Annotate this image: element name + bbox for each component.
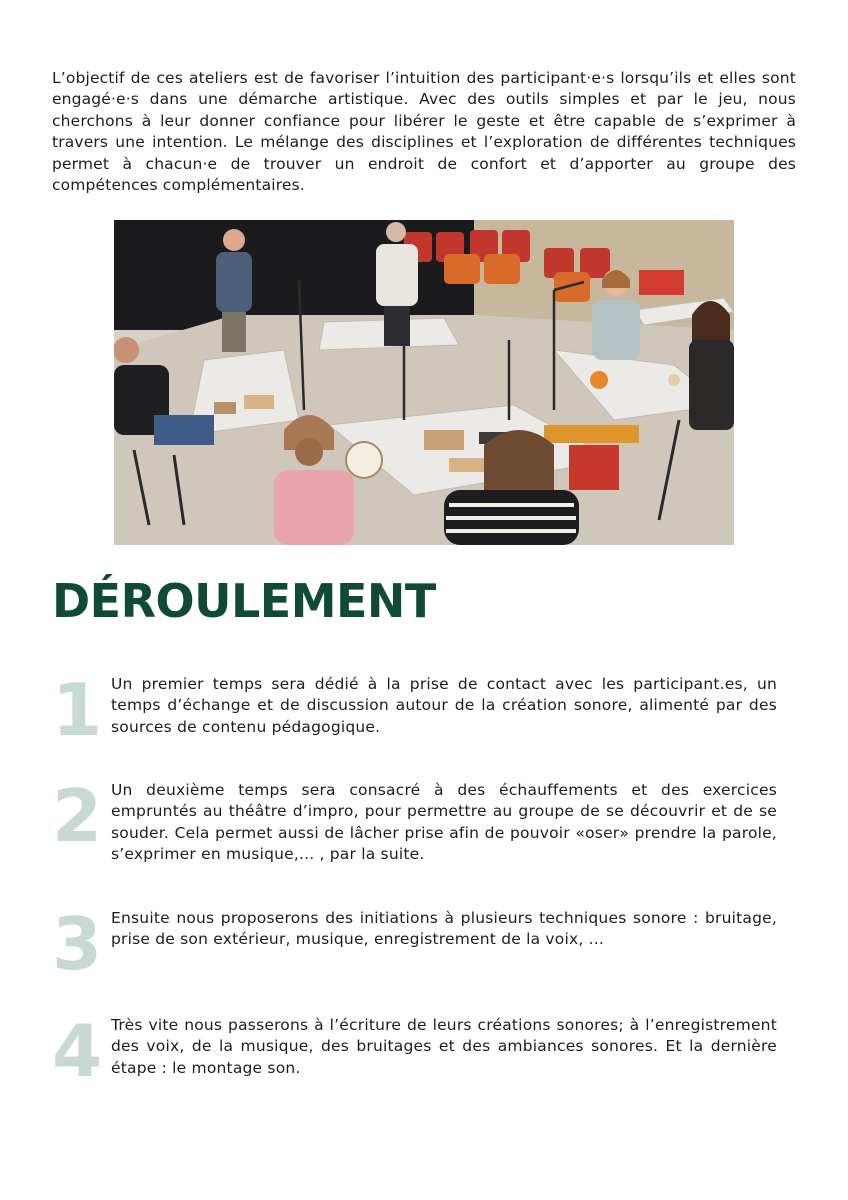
step-text: Un deuxième temps sera consacré à des échauffements et des exercices empruntés au théâtre d’impro, pour permettre au groupe de se découvrir et de se souder. Cela permet aussi de lâcher prise afin de pouvoir «oser» prendre la parole, s’exprimer en musique,... , par la suite.: [111, 781, 777, 864]
step-number: 2: [52, 774, 103, 858]
intro-paragraph: L’objectif de ces ateliers est de favoriser l’intuition des participant·e·s lorsqu’ils et elles sont engagé·e·s dans une démarche artistique. Avec des outils simples et par le jeu, nous cherchons à leur donner confiance pour libérer le geste et être capable de s’exprimer à travers une intention. Le mélange des disciplines et l’exploration de différentes techniques permet à chacun·e de trouver un endroit de confort et d’apporter au groupe des compétences complémentaires.: [52, 69, 796, 195]
workshop-photo: [114, 220, 734, 545]
step-number: 1: [52, 668, 103, 752]
step-text: Très vite nous passerons à l’écriture de leurs créations sonores; à l’enregistrement des voix, de la musique, des bruitages et des ambiances sonores. Et la dernière étape : le montage son.: [111, 1016, 777, 1077]
step-number: 3: [52, 902, 103, 986]
section-title: DÉROULEMENT: [52, 574, 436, 628]
step-number: 4: [52, 1009, 103, 1093]
step-text: Un premier temps sera dédié à la prise de contact avec les participant.es, un temps d’échange et de discussion autour de la création sonore, alimenté par des sources de contenu pédagogique.: [111, 675, 777, 736]
step-text: Ensuite nous proposerons des initiations à plusieurs techniques sonore : bruitage, prise de son extérieur, musique, enregistrement de la voix, ...: [111, 909, 777, 949]
